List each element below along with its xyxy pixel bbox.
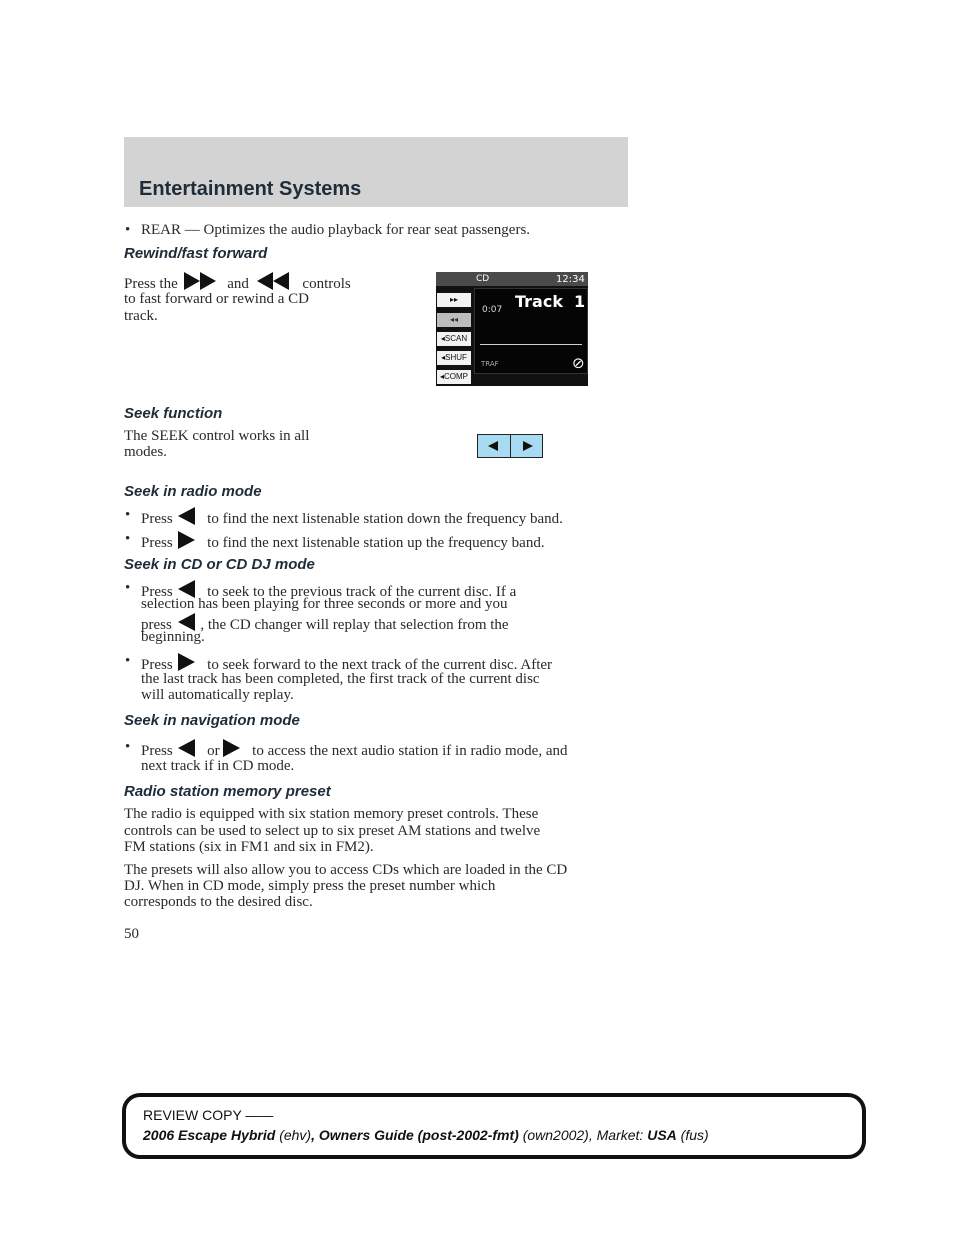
- bullet-dot: •: [125, 739, 131, 755]
- footer-model: 2006 Escape Hybrid: [143, 1127, 276, 1143]
- footer-sep: ,: [311, 1127, 315, 1143]
- press-label: Press: [141, 584, 173, 600]
- cd-scan-button: ◂SCAN: [437, 332, 471, 346]
- seek-nav-bullet-line1: [141, 739, 568, 760]
- preset-heading: Radio station memory preset: [124, 783, 331, 800]
- press-label: Press: [141, 743, 173, 759]
- cd-shuf-label: SHUF: [445, 353, 467, 362]
- footer-market-label: , Market:: [588, 1127, 644, 1143]
- seek-cd-b1-line3-text: , the CD changer will replay that selection from the: [200, 617, 509, 633]
- rewind-text-line2: to fast forward or rewind a CD: [124, 291, 309, 307]
- cd-rewind-button: ◂◂: [437, 313, 471, 327]
- seek-right-icon: [178, 653, 195, 671]
- seek-radio-bullet1-text: to find the next listenable station down the frequency band.: [207, 511, 563, 527]
- seek-left-icon: [178, 507, 195, 525]
- seek-nav-text: to access the next audio station if in radio mode, and: [252, 743, 568, 759]
- seek-radio-bullet2-text: to find the next listenable station up the frequency band.: [207, 535, 545, 551]
- cd-scan-label: SCAN: [444, 334, 468, 343]
- cd-clock: 12:34: [556, 274, 585, 285]
- preset-p2-line3: corresponds to the desired disc.: [124, 894, 313, 910]
- footer-model-code: (ehv): [279, 1127, 312, 1143]
- cd-track-number: 1: [574, 292, 586, 311]
- bullet-dot: •: [125, 653, 131, 669]
- seek-cd-b1-text: to seek to the previous track of the current disc. If a: [207, 584, 517, 600]
- seek-heading: Seek function: [124, 405, 223, 422]
- cd-fast-forward-button: ▸▸: [437, 293, 471, 307]
- bullet-dot: •: [125, 531, 131, 547]
- cd-disc-icon: ⊘: [572, 354, 585, 372]
- cd-comp-label: COMP: [444, 372, 468, 381]
- seek-radio-bullet2: [141, 531, 545, 552]
- press-label: Press: [141, 657, 173, 673]
- rewind-text-and: and: [227, 276, 249, 292]
- cd-elapsed-time: 0:07: [482, 305, 503, 315]
- seek-nav-bullet-line2: next track if in CD mode.: [141, 758, 295, 774]
- cd-progress-line: [480, 344, 582, 345]
- seek-left-icon: [488, 441, 498, 451]
- seek-cd-b2-text: to seek forward to the next track of the current disc. After: [207, 657, 553, 673]
- footer-review-label: REVIEW COPY ——: [143, 1107, 274, 1123]
- cd-track-label: Track: [515, 292, 563, 311]
- seek-left-icon: [178, 739, 195, 757]
- bullet-dot: •: [125, 507, 131, 523]
- seek-text-line1: The SEEK control works in all: [124, 428, 310, 444]
- press-label: Press: [141, 535, 173, 551]
- cd-mode-label: CD: [476, 274, 490, 284]
- footer-market: USA: [647, 1127, 677, 1143]
- rewind-text-a: Press the: [124, 276, 178, 292]
- cd-traf-label: TRAF: [481, 360, 499, 368]
- seek-cd-heading: Seek in CD or CD DJ mode: [124, 556, 315, 573]
- intro-bullet-text: REAR — Optimizes the audio playback for rear seat passengers.: [141, 222, 531, 238]
- seek-right-icon: [523, 441, 533, 451]
- seek-cd-bullet1-line4: beginning.: [141, 629, 205, 645]
- seek-cd-bullet1-line2: selection has been playing for three seconds or more and you: [141, 596, 508, 612]
- bullet-dot: •: [125, 222, 131, 238]
- preset-p1-line1: The radio is equipped with six station memory preset controls. These: [124, 806, 539, 822]
- preset-p1-line2: controls can be used to select up to six preset AM stations and twelve: [124, 823, 541, 839]
- press-label: Press: [141, 511, 173, 527]
- rewind-text-line3: track.: [124, 308, 158, 324]
- seek-right-icon: [223, 739, 240, 757]
- or-label: or: [207, 743, 220, 759]
- press-label: press: [141, 617, 172, 633]
- seek-radio-heading: Seek in radio mode: [124, 483, 262, 500]
- seek-cd-bullet2-line3: will automatically replay.: [141, 687, 294, 703]
- footer-doc-info: [143, 1127, 709, 1143]
- section-title: Entertainment Systems: [139, 178, 362, 200]
- footer-market-code: (fus): [680, 1127, 709, 1143]
- footer-guide-code: (own2002): [522, 1127, 589, 1143]
- preset-p2-line2: DJ. When in CD mode, simply press the preset number which: [124, 878, 496, 894]
- seek-cd-bullet2-line2: the last track has been completed, the first track of the current disc: [141, 671, 540, 687]
- rewind-heading: Rewind/fast forward: [124, 245, 268, 262]
- seek-radio-bullet1: [141, 507, 563, 528]
- preset-p2-line1: The presets will also allow you to access CDs which are loaded in the CD: [124, 862, 568, 878]
- seek-right-icon: [178, 531, 195, 549]
- rewind-text-b: controls: [302, 276, 351, 292]
- review-copy-footer: [122, 1093, 866, 1159]
- footer-guide: Owners Guide (post-2002-fmt): [318, 1127, 519, 1143]
- seek-text-line2: modes.: [124, 444, 167, 460]
- cd-comp-button: ◂COMP: [437, 370, 471, 384]
- bullet-dot: •: [125, 580, 131, 596]
- cd-shuf-button: ◂SHUF: [437, 351, 471, 365]
- seek-divider: [510, 434, 511, 458]
- page-number: 50: [124, 926, 139, 942]
- preset-p1-line3: FM stations (six in FM1 and six in FM2).: [124, 839, 374, 855]
- seek-nav-heading: Seek in navigation mode: [124, 712, 300, 729]
